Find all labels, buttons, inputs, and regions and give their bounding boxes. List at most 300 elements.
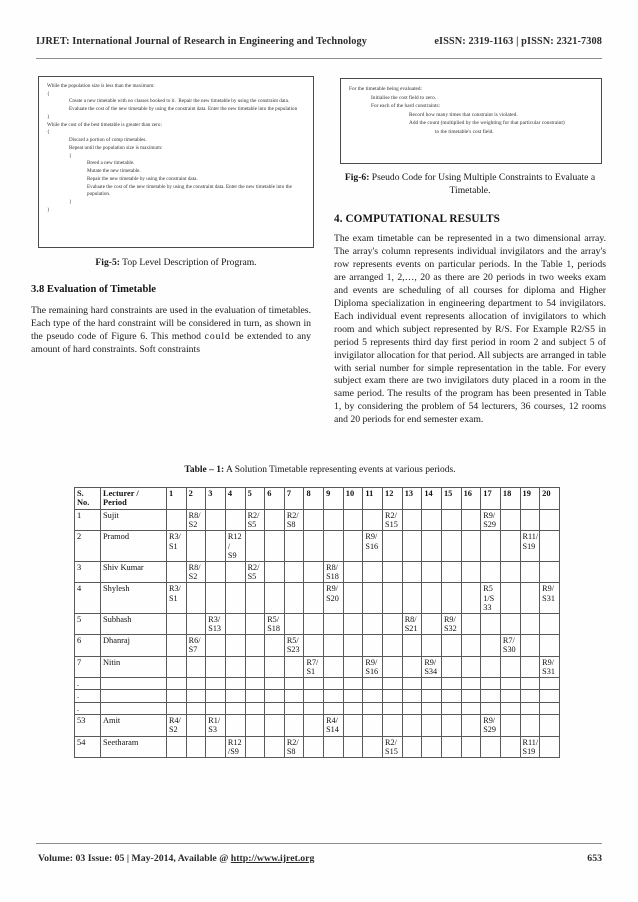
page-footer [38, 853, 602, 864]
cell-period-16 [461, 635, 481, 656]
cell-room-subject-part: R3/ [208, 614, 221, 624]
cell-room-subject-part: R2/ [286, 511, 299, 520]
cell-room-subject-part: R9/ [365, 657, 378, 667]
cell-room-subject-part: R7/ [502, 636, 515, 646]
cell-period-8 [304, 635, 324, 656]
cell-room-subject-part: S16 [365, 666, 379, 676]
cell-period-3 [206, 613, 226, 634]
table-1-caption [60, 465, 580, 475]
cell-room-subject-part: R11/ [522, 737, 539, 747]
pseudocode-line: Breed a new timetable. [87, 160, 135, 167]
cell-period-13 [402, 690, 422, 702]
figure-5-caption [38, 257, 314, 270]
cell-period-6 [265, 656, 285, 677]
cell-period-8 [304, 702, 324, 714]
footer-divider [36, 843, 602, 844]
cell-period-9 [324, 656, 344, 677]
column-header-sno-line: No. [77, 498, 90, 508]
journal-url-link[interactable]: http://www.ijret.org [230, 853, 315, 864]
cell-period-17 [481, 613, 501, 634]
cell-period-17 [481, 635, 501, 656]
cell-period-8 [304, 736, 324, 757]
cell-period-1 [167, 583, 187, 614]
cell-period-8 [304, 561, 324, 582]
cell-period-19 [520, 583, 540, 614]
cell-period-10 [343, 736, 363, 757]
column-header-period-14: 14 [422, 488, 442, 510]
cell-lecturer-name: Sujit [101, 510, 167, 531]
cell-period-18 [500, 656, 520, 677]
cell-period-5 [245, 561, 265, 582]
cell-room-subject-part: R3/ [169, 532, 181, 542]
cell-period-1 [167, 613, 187, 634]
cell-period-5 [245, 510, 265, 531]
cell-period-10 [343, 690, 363, 702]
cell-room-subject-part: S20 [326, 593, 339, 603]
cell-period-12 [383, 656, 403, 677]
cell-room-subject-part: R8/ [188, 511, 201, 520]
pseudocode-line: For the timetable being evaluated: [349, 86, 423, 92]
cell-period-2 [186, 702, 206, 714]
column-header-lecturer-line: Period [103, 498, 127, 508]
timetable-body [75, 510, 560, 758]
cell-period-14 [422, 736, 442, 757]
cell-period-7 [284, 715, 304, 736]
column-header-period-8: 8 [304, 488, 324, 510]
cell-period-3 [206, 583, 226, 614]
column-header-period-4: 4 [225, 488, 245, 510]
table-row [75, 583, 560, 614]
cell-period-3 [206, 690, 226, 702]
cell-period-16 [461, 678, 481, 690]
cell-room-subject-part: R4/ [326, 716, 338, 726]
cell-period-12 [383, 690, 403, 702]
table-1-caption-text: A Solution Timetable representing events at various periods. [224, 465, 456, 475]
cell-period-17 [481, 561, 501, 582]
cell-period-2 [186, 715, 206, 736]
column-header-lecturer-line: Lecturer / [103, 489, 139, 498]
column-header-period-6: 6 [265, 488, 285, 510]
cell-period-7 [284, 678, 304, 690]
cell-period-1 [167, 702, 187, 714]
table-row-ellipsis [75, 678, 560, 690]
column-header-period-18: 18 [500, 488, 520, 510]
cell-period-20 [540, 690, 560, 702]
cell-period-15 [441, 715, 461, 736]
column-header-period-15: 15 [441, 488, 461, 510]
figure-5-label: Fig-5: [95, 257, 120, 268]
cell-period-8 [304, 531, 324, 562]
cell-room-subject-part: S19 [522, 746, 536, 756]
column-header-period-7: 7 [284, 488, 304, 510]
cell-period-4 [225, 613, 245, 634]
cell-room-subject-part: S2 [169, 725, 178, 735]
cell-period-10 [343, 635, 363, 656]
cell-period-5 [245, 635, 265, 656]
cell-period-1 [167, 690, 187, 702]
column-header-sno-line: S. [77, 489, 84, 498]
cell-period-16 [461, 736, 481, 757]
cell-period-15 [441, 561, 461, 582]
cell-room-subject-part: R4/ [169, 716, 181, 726]
cell-period-14 [422, 583, 442, 614]
cell-room-subject-part: R5 [483, 584, 493, 594]
cell-period-13 [402, 583, 422, 614]
cell-period-17 [481, 715, 501, 736]
cell-period-5 [245, 678, 265, 690]
cell-period-2 [186, 635, 206, 656]
cell-period-3 [206, 715, 226, 736]
cell-period-18 [500, 531, 520, 562]
cell-room-subject-part: S3 [208, 725, 217, 735]
cell-period-15 [441, 531, 461, 562]
cell-serial-number: 5 [75, 613, 101, 634]
figure-6-pseudocode-box [340, 78, 602, 164]
cell-room-subject-part: R11/ [522, 532, 539, 542]
cell-room-subject-part: S21 [404, 624, 418, 634]
cell-period-7 [284, 531, 304, 562]
cell-period-4 [225, 736, 245, 757]
cell-period-14 [422, 510, 442, 531]
cell-period-4 [225, 702, 245, 714]
journal-title: IJRET: International Journal of Research in Engineering and Technology [36, 36, 368, 47]
cell-period-17 [481, 690, 501, 702]
cell-period-9 [324, 690, 344, 702]
column-header-period-19: 19 [520, 488, 540, 510]
cell-period-19 [520, 656, 540, 677]
column-header-lecturer [101, 488, 167, 510]
cell-room-subject-part: R2/ [385, 511, 397, 520]
cell-room-subject-part: S31 [542, 593, 555, 603]
paragraph-part-1: The remaining hard constraints are used in the evaluation of timetables. Each type of the hard constraint will be considered in turn, as shown in the pseudo code of Figure 6. This method [31, 305, 311, 342]
cell-room-subject-part: S15 [385, 746, 398, 756]
cell-serial-number: 3 [75, 561, 101, 582]
cell-room-subject-part: S29 [483, 725, 496, 735]
column-header-sno [75, 488, 101, 510]
cell-period-3 [206, 561, 226, 582]
cell-period-4 [225, 656, 245, 677]
column-header-period-16: 16 [461, 488, 481, 510]
cell-period-9 [324, 736, 344, 757]
cell-period-16 [461, 702, 481, 714]
cell-room-subject-part: S16 [365, 541, 379, 551]
cell-period-18 [500, 613, 520, 634]
pseudocode-line: While the cost of the best timetable is greater than zero: [47, 121, 162, 128]
cell-period-9 [324, 715, 344, 736]
cell-period-2 [186, 583, 206, 614]
cell-room-subject-part: R8/ [404, 614, 417, 624]
cell-period-12 [383, 678, 403, 690]
cell-lecturer-name: Seetharam [101, 736, 167, 757]
cell-period-7 [284, 702, 304, 714]
cell-period-4 [225, 715, 245, 736]
cell-room-subject-part: S31 [542, 666, 555, 676]
pseudocode-line: Record how many times that constraint is violated. [409, 111, 518, 118]
cell-period-18 [500, 702, 520, 714]
pseudocode-line: Repair the new timetable by using the constraint data. [87, 175, 198, 182]
pseudocode-line: } [47, 113, 50, 120]
cell-room-subject-part: R12 [227, 532, 242, 542]
cell-period-13 [402, 736, 422, 757]
cell-period-7 [284, 583, 304, 614]
cell-period-19 [520, 510, 540, 531]
cell-period-14 [422, 531, 442, 562]
timetable-container [74, 487, 560, 758]
cell-period-3 [206, 656, 226, 677]
cell-period-14 [422, 690, 442, 702]
cell-room-subject-part: S13 [208, 624, 222, 634]
cell-period-11 [363, 690, 383, 702]
cell-period-4 [225, 635, 245, 656]
cell-period-8 [304, 583, 324, 614]
cell-period-4 [225, 531, 245, 562]
cell-period-5 [245, 583, 265, 614]
cell-period-18 [500, 510, 520, 531]
cell-period-10 [343, 702, 363, 714]
cell-period-14 [422, 613, 442, 634]
footer-volume-info [38, 853, 314, 864]
cell-period-15 [441, 736, 461, 757]
cell-period-20 [540, 678, 560, 690]
cell-room-subject-part: R8/ [188, 562, 201, 572]
cell-room-subject-part: S34 [424, 666, 438, 676]
cell-period-5 [245, 690, 265, 702]
cell-room-subject-part: R9/ [542, 657, 555, 667]
cell-period-10 [343, 613, 363, 634]
cell-period-15 [441, 702, 461, 714]
cell-period-14 [422, 635, 442, 656]
cell-period-9 [324, 510, 344, 531]
cell-period-3 [206, 531, 226, 562]
column-header-period-12: 12 [383, 488, 403, 510]
timetable [74, 487, 560, 758]
column-header-period-3: 3 [206, 488, 226, 510]
cell-period-3 [206, 678, 226, 690]
cell-period-5 [245, 656, 265, 677]
cell-period-16 [461, 656, 481, 677]
cell-period-11 [363, 635, 383, 656]
cell-period-14 [422, 702, 442, 714]
page-header [36, 36, 602, 47]
cell-period-12 [383, 510, 403, 531]
cell-period-12 [383, 736, 403, 757]
cell-period-12 [383, 635, 403, 656]
cell-period-9 [324, 702, 344, 714]
table-row-ellipsis [75, 702, 560, 714]
page-number: 653 [587, 853, 602, 864]
cell-period-4 [225, 561, 245, 582]
cell-period-6 [265, 613, 285, 634]
cell-period-16 [461, 715, 481, 736]
cell-period-20 [540, 561, 560, 582]
cell-room-subject-part: S5 [247, 520, 257, 530]
cell-period-19 [520, 736, 540, 757]
cell-period-18 [500, 583, 520, 614]
column-header-period-11: 11 [363, 488, 383, 510]
cell-room-subject-part: R6/ [188, 636, 201, 646]
cell-period-7 [284, 736, 304, 757]
cell-period-6 [265, 510, 285, 531]
cell-period-18 [500, 678, 520, 690]
cell-serial-number: 1 [75, 510, 101, 531]
cell-period-6 [265, 561, 285, 582]
cell-period-15 [441, 635, 461, 656]
cell-period-1 [167, 635, 187, 656]
cell-period-1 [167, 531, 187, 562]
cell-period-15 [441, 613, 461, 634]
cell-period-13 [402, 678, 422, 690]
cell-period-6 [265, 690, 285, 702]
cell-period-19 [520, 561, 540, 582]
cell-period-20 [540, 635, 560, 656]
cell-room-subject-part: R9/ [326, 584, 338, 594]
pseudocode-line: Discard a portion of comp timetables. [69, 137, 147, 144]
cell-period-10 [343, 715, 363, 736]
cell-period-6 [265, 736, 285, 757]
cell-period-13 [402, 715, 422, 736]
cell-period-4 [225, 690, 245, 702]
cell-room-subject-part: / [227, 541, 231, 551]
cell-period-16 [461, 613, 481, 634]
cell-room-subject-part: R2/ [286, 737, 299, 747]
cell-period-20 [540, 613, 560, 634]
pseudocode-line: } [69, 199, 72, 206]
cell-period-3 [206, 702, 226, 714]
cell-room-subject-part: S1 [169, 593, 178, 603]
table-row [75, 510, 560, 531]
cell-period-11 [363, 702, 383, 714]
cell-period-10 [343, 561, 363, 582]
cell-serial-number: . [75, 678, 101, 690]
cell-room-subject-part: S29 [483, 520, 496, 530]
cell-period-2 [186, 690, 206, 702]
cell-period-17 [481, 678, 501, 690]
cell-period-13 [402, 613, 422, 634]
cell-room-subject-part: S14 [326, 725, 339, 735]
cell-period-18 [500, 715, 520, 736]
cell-room-subject-part: S2 [188, 520, 198, 530]
cell-period-11 [363, 531, 383, 562]
cell-period-15 [441, 510, 461, 531]
cell-period-8 [304, 678, 324, 690]
cell-period-20 [540, 702, 560, 714]
cell-room-subject-part: /S9 [227, 746, 239, 756]
cell-period-11 [363, 613, 383, 634]
cell-period-10 [343, 510, 363, 531]
pseudocode-line: to the timetable's cost field. [435, 128, 494, 135]
cell-period-13 [402, 702, 422, 714]
cell-room-subject-part: S5 [247, 572, 257, 582]
cell-room-subject-part: R9/ [483, 716, 496, 726]
table-header-row [75, 488, 560, 510]
cell-period-11 [363, 561, 383, 582]
cell-period-10 [343, 531, 363, 562]
cell-period-12 [383, 531, 403, 562]
cell-period-18 [500, 561, 520, 582]
pseudocode-line: Initialise the cost field to zero. [371, 94, 437, 101]
table-row [75, 715, 560, 736]
cell-period-2 [186, 736, 206, 757]
cell-period-7 [284, 656, 304, 677]
column-header-period-5: 5 [245, 488, 265, 510]
pseudocode-line: While the population size is less than the maximum: [47, 83, 155, 89]
cell-room-subject-part: R2/ [247, 562, 260, 572]
cell-period-4 [225, 583, 245, 614]
cell-period-4 [225, 510, 245, 531]
cell-period-7 [284, 613, 304, 634]
cell-serial-number: . [75, 690, 101, 702]
cell-room-subject-part: R7/ [306, 657, 319, 667]
table-row [75, 635, 560, 656]
cell-period-8 [304, 715, 324, 736]
cell-period-6 [265, 531, 285, 562]
cell-room-subject-part: R9/ [483, 511, 496, 520]
figure-5-pseudocode-text [47, 83, 305, 214]
cell-period-1 [167, 715, 187, 736]
cell-period-19 [520, 678, 540, 690]
cell-period-16 [461, 561, 481, 582]
cell-period-15 [441, 656, 461, 677]
cell-period-19 [520, 635, 540, 656]
cell-period-19 [520, 715, 540, 736]
table-row [75, 613, 560, 634]
table-1-label: Table – 1: [184, 465, 225, 475]
cell-period-17 [481, 531, 501, 562]
timetable-head [75, 488, 560, 510]
paragraph-emphasis-could: could [204, 330, 231, 342]
cell-period-13 [402, 531, 422, 562]
cell-period-2 [186, 656, 206, 677]
figure-5-caption-text: Top Level Description of Program. [119, 257, 257, 268]
cell-period-15 [441, 678, 461, 690]
section-3-8-heading: 3.8 Evaluation of Timetable [31, 284, 156, 295]
pseudocode-line: Add the count (multiplied by the weighting for that particular constraint) [409, 120, 565, 127]
cell-room-subject-part: 33 [483, 602, 492, 612]
table-row-ellipsis [75, 690, 560, 702]
cell-period-3 [206, 736, 226, 757]
cell-serial-number: 2 [75, 531, 101, 562]
cell-period-3 [206, 635, 226, 656]
cell-period-17 [481, 656, 501, 677]
figure-6-pseudocode-text [349, 85, 595, 136]
cell-period-7 [284, 690, 304, 702]
cell-serial-number: 7 [75, 656, 101, 677]
pseudocode-line: Mutate the new timetable. [87, 168, 141, 175]
cell-room-subject-part: S15 [385, 520, 398, 530]
column-header-period-13: 13 [402, 488, 422, 510]
cell-period-11 [363, 510, 383, 531]
pseudocode-line: For each of the hard constraints: [371, 103, 441, 110]
cell-room-subject-part: R8/ [326, 562, 338, 572]
cell-period-9 [324, 561, 344, 582]
figure-6-caption [334, 172, 606, 198]
header-divider [36, 58, 602, 59]
cell-period-11 [363, 678, 383, 690]
cell-room-subject-part: S2 [188, 572, 198, 582]
cell-room-subject-part: S23 [286, 645, 300, 655]
cell-period-1 [167, 736, 187, 757]
cell-period-18 [500, 690, 520, 702]
cell-period-16 [461, 510, 481, 531]
cell-period-4 [225, 678, 245, 690]
cell-period-1 [167, 678, 187, 690]
cell-period-12 [383, 583, 403, 614]
cell-room-subject-part: 1/S [483, 593, 495, 603]
cell-period-10 [343, 583, 363, 614]
footer-volume-text: Volume: 03 Issue: 05 | May-2014, Available @ [38, 853, 231, 864]
cell-period-5 [245, 702, 265, 714]
cell-period-13 [402, 656, 422, 677]
